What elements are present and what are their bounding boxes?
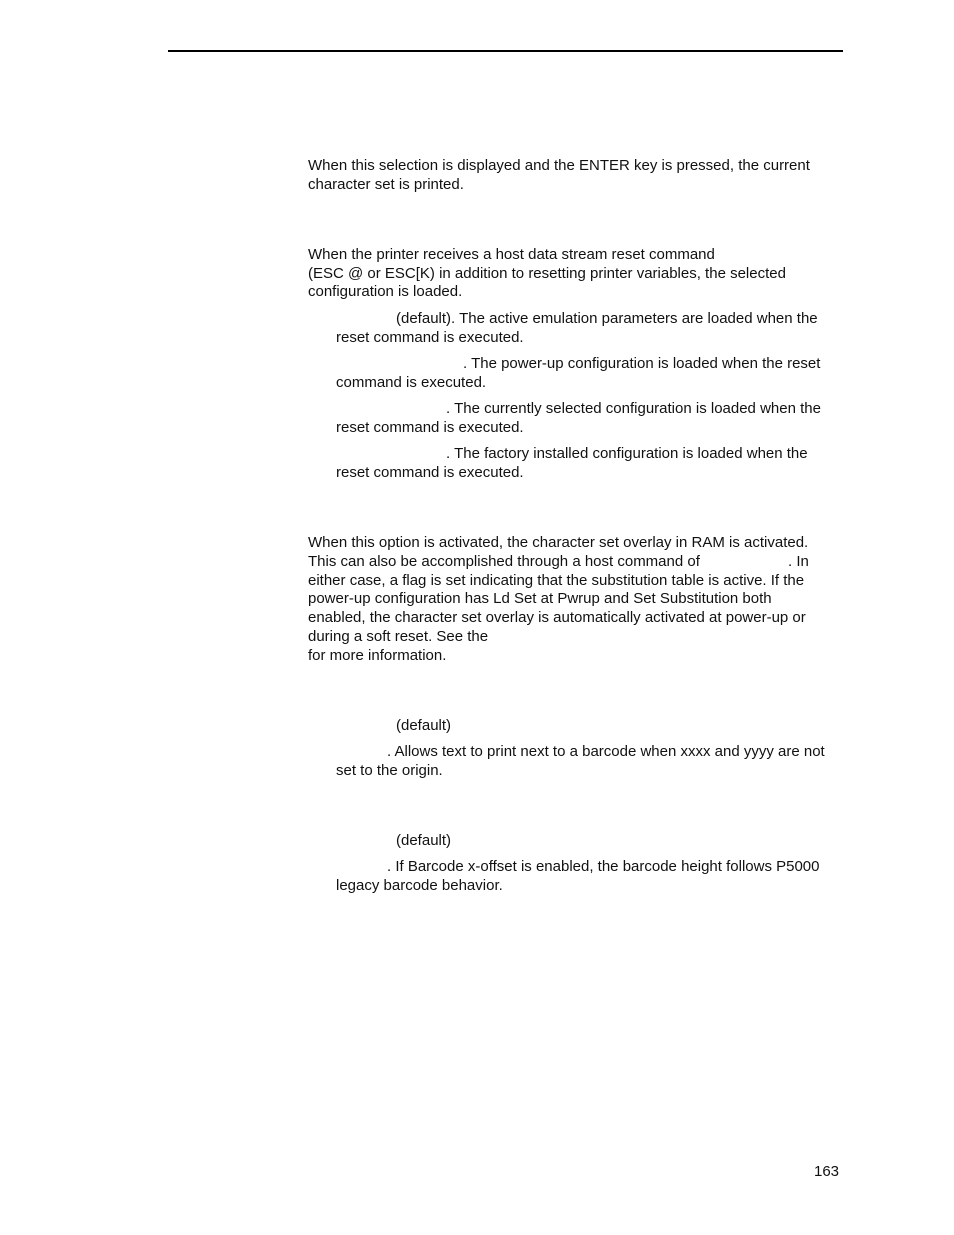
body-text-line: character set is printed. bbox=[308, 176, 464, 193]
body-text-line: When this option is activated, the character set overlay in RAM is activated. bbox=[308, 534, 809, 551]
body-text-line: during a soft reset. See the bbox=[308, 628, 489, 645]
option-text: legacy barcode behavior. bbox=[336, 877, 503, 894]
body-text-line: configuration is loaded. bbox=[308, 283, 463, 300]
body-text-line: enabled, the character set overlay is automatically activated at power-up or bbox=[308, 609, 806, 626]
option-text: . Allows text to print next to a barcode when xxxx and yyyy are not bbox=[387, 743, 825, 760]
body-text-line: either case, a flag is set indicating that the substitution table is active. If the bbox=[308, 572, 805, 589]
option-text: . The power-up configuration is loaded when the reset bbox=[463, 355, 821, 372]
option-text: . The factory installed configuration is loaded when the bbox=[446, 445, 808, 462]
option-text: . If Barcode x-offset is enabled, the barcode height follows P5000 bbox=[387, 858, 820, 875]
body-text-line: (ESC @ or ESC[K) in addition to resetting printer variables, the selected bbox=[308, 265, 786, 282]
option-text: command is executed. bbox=[336, 374, 487, 391]
option-text: . The currently selected configuration is loaded when the bbox=[446, 400, 821, 417]
option-text: (default). The active emulation parameters are loaded when the bbox=[396, 310, 818, 327]
body-text-line: This can also be accomplished through a host command of bbox=[308, 553, 700, 570]
page-number: 163 bbox=[814, 1163, 840, 1180]
body-text-line: power-up configuration has Ld Set at Pwrup and Set Substitution both bbox=[308, 590, 772, 607]
option-text: reset command is executed. bbox=[336, 464, 524, 481]
default-label: (default) bbox=[396, 717, 452, 734]
default-label: (default) bbox=[396, 832, 452, 849]
option-text: reset command is executed. bbox=[336, 329, 524, 346]
body-text-fragment: . In bbox=[788, 553, 809, 570]
option-text: set to the origin. bbox=[336, 762, 443, 779]
body-text-line: When the printer receives a host data stream reset command bbox=[308, 246, 715, 263]
option-text: reset command is executed. bbox=[336, 419, 524, 436]
header-rule bbox=[168, 50, 843, 52]
body-text-line: When this selection is displayed and the ENTER key is pressed, the current bbox=[308, 157, 810, 174]
body-text-line: for more information. bbox=[308, 647, 447, 664]
